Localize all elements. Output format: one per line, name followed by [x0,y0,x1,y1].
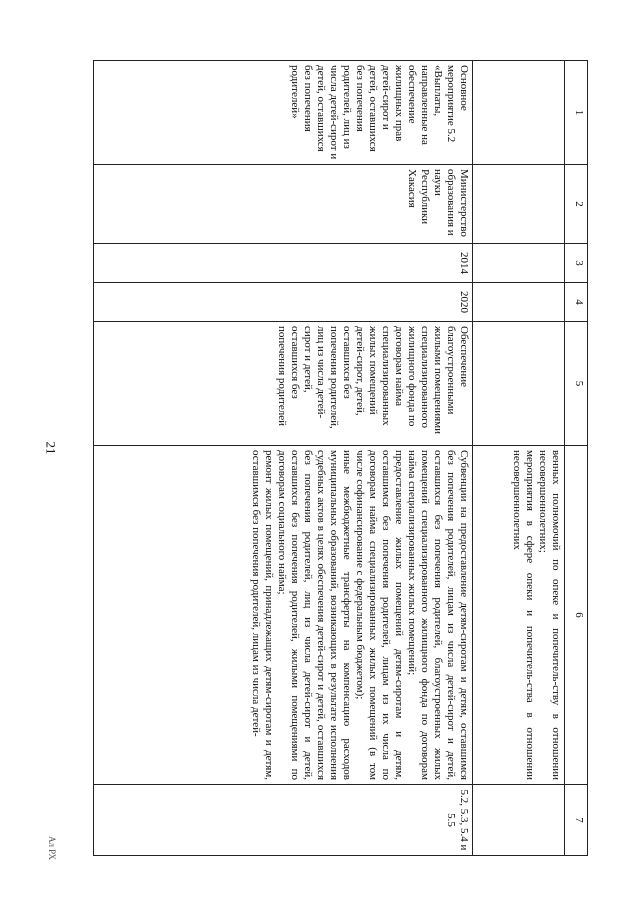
header-col-4: 4 [565,283,588,322]
page-number: 21 [43,441,59,455]
program-table-wrapper [93,60,588,850]
header-col-6: 6 [565,446,588,785]
header-col-2: 2 [565,165,588,244]
cont-cell-5 [473,322,565,446]
measure-name-cell: Основное мероприятие 5.2 «Выплаты, направленные на обеспечение жилищных прав детей-сирот и детей, оставшихся без попечения родителей, лиц из числа детей-сирот и детей, оставшихся без попечения родителей» [94,61,473,165]
indicators-cell: 5.2, 5.3, 5.4 и 5.5 [94,785,473,856]
activities-cell [94,446,473,785]
cont-cell-3 [473,244,565,283]
header-col-1: 1 [565,61,588,165]
program-table [93,60,588,856]
expected-result-cell: Обеспечение благоустроенными жилыми помещениями специализированного жилищного фонда по договорам найма специализированных жилых помещений детей-сирот, детей, оставшихся без попечения родителей, лиц из числа детей-сирот и детей, оставшихся без попечения родителей [94,322,473,446]
main-row [94,61,473,856]
cont-paragraph: венных полномочий по опеке и попечитель-ству в отношении несовершеннолетних; [537,450,562,780]
header-col-3: 3 [565,244,588,283]
continuation-row [473,61,565,856]
activity-paragraph: Субвенции на предоставление детям-сиротам и детям, оставшимся без попечения родителей, лицам из числа детей-сирот и детей, оставшихся без попечения родителей, благоустроенных жилых помещений специализированного жилищного фонда по договорам найма специализированных жилых помещений; [406,450,470,780]
header-col-5: 5 [565,322,588,446]
cont-cell-2 [473,165,565,244]
responsible-cell: Министерство образования и науки Республики Хакасия [94,165,473,244]
cont-cell-7 [473,785,565,856]
cont-cell-6 [473,446,565,785]
activity-paragraph: предоставление жилых помещений детям-сиротам и детям, оставшимся без попечения родителей, лицам из их числа по договорам найма специализированных жилых помещений (в том числе софинансирование с федеральным бюджетом); [354,450,405,780]
activity-paragraph: иные межбюджетные трансферты на компенсацию расходов муниципальных образований, возникающих в результате исполнения судебных актов в целях обеспечения детей-сирот и детей, оставшихся без попечения родителей, лиц из числа детей-сирот и детей, оставшихся без попечения родителей, жилыми помещениями по договорам социального найма; [276,450,353,780]
cont-cell-1 [473,61,565,165]
start-year-cell: 2014 [94,244,473,283]
activity-paragraph: ремонт жилых помещений, принадлежащих детям-сиротам и детям, оставшимся без попечения родителей, лицам из числа детей- [250,450,275,780]
margin-stamp: Ал РХ [47,835,58,861]
end-year-cell: 2020 [94,283,473,322]
header-row [565,61,588,856]
cont-paragraph: мероприятия в сфере опеки и попечитель-ства в отношении несовершеннолетних [511,450,536,780]
cont-cell-4 [473,283,565,322]
header-col-7: 7 [565,785,588,856]
